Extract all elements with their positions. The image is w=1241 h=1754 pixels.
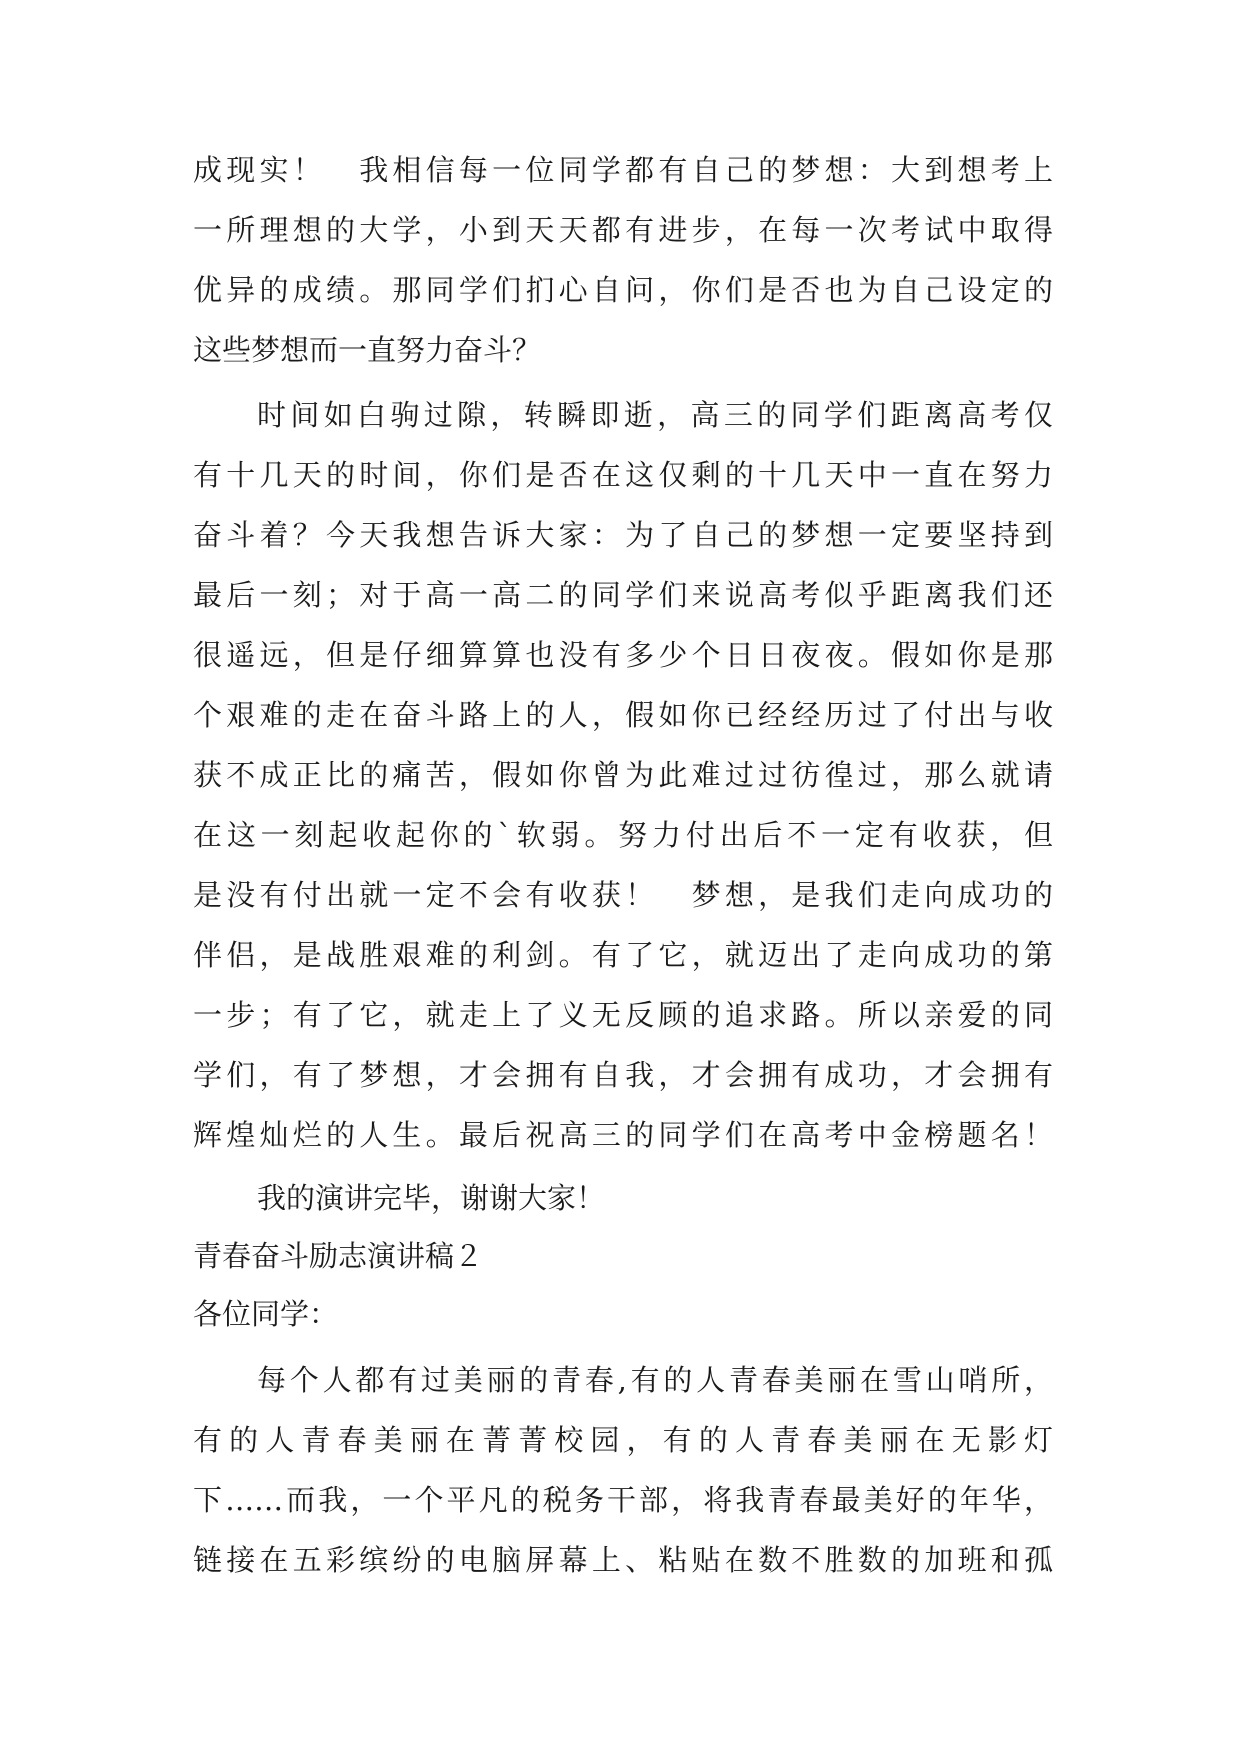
body-line: 有十几天的时间，你们是否在这仅剩的十几天中一直在努力 (193, 458, 1053, 492)
body-line: 链接在五彩缤纷的电脑屏幕上、粘贴在数不胜数的加班和孤 (193, 1543, 1053, 1577)
body-line: 一步；有了它，就走上了义无反顾的追求路。所以亲爱的同 (193, 998, 1053, 1032)
body-line: 辉煌灿烂的人生。最后祝高三的同学们在高考中金榜题名！ (193, 1118, 1053, 1152)
body-line: 时间如白驹过隙，转瞬即逝，高三的同学们距离高考仅 (257, 398, 1053, 432)
body-line: 一所理想的大学，小到天天都有进步，在每一次考试中取得 (193, 213, 1053, 247)
body-line: 这些梦想而一直努力奋斗？ (193, 333, 542, 367)
body-line: 在这一刻起收起你的`软弱。努力付出后不一定有收获，但 (193, 818, 1053, 852)
body-line: 有的人青春美丽在菁菁校园，有的人青春美丽在无影灯 (193, 1423, 1053, 1457)
body-line: 优异的成绩。那同学们扪心自问，你们是否也为自己设定的 (193, 273, 1053, 307)
section-title: 青春奋斗励志演讲稿２ (193, 1239, 484, 1273)
body-line: 最后一刻；对于高一高二的同学们来说高考似乎距离我们还 (193, 578, 1053, 612)
body-line: 获不成正比的痛苦，假如你曾为此难过过彷徨过，那么就请 (193, 758, 1053, 792)
body-line: 成现实！ 我相信每一位同学都有自己的梦想：大到想考上 (193, 153, 1053, 187)
body-line: 个艰难的走在奋斗路上的人，假如你已经经历过了付出与收 (193, 698, 1053, 732)
body-line: 很遥远，但是仔细算算也没有多少个日日夜夜。假如你是那 (193, 638, 1053, 672)
body-line: 是没有付出就一定不会有收获！ 梦想，是我们走向成功的 (193, 878, 1053, 912)
body-line: 每个人都有过美丽的青春,有的人青春美丽在雪山哨所， (257, 1363, 1053, 1397)
body-line: 学们，有了梦想，才会拥有自我，才会拥有成功，才会拥有 (193, 1058, 1053, 1092)
body-line: 下……而我，一个平凡的税务干部，将我青春最美好的年华， (193, 1483, 1053, 1517)
closing-line: 我的演讲完毕，谢谢大家！ (257, 1181, 606, 1215)
body-line: 奋斗着？今天我想告诉大家：为了自己的梦想一定要坚持到 (193, 518, 1053, 552)
salutation: 各位同学： (193, 1297, 339, 1331)
body-line: 伴侣，是战胜艰难的利剑。有了它，就迈出了走向成功的第 (193, 938, 1053, 972)
